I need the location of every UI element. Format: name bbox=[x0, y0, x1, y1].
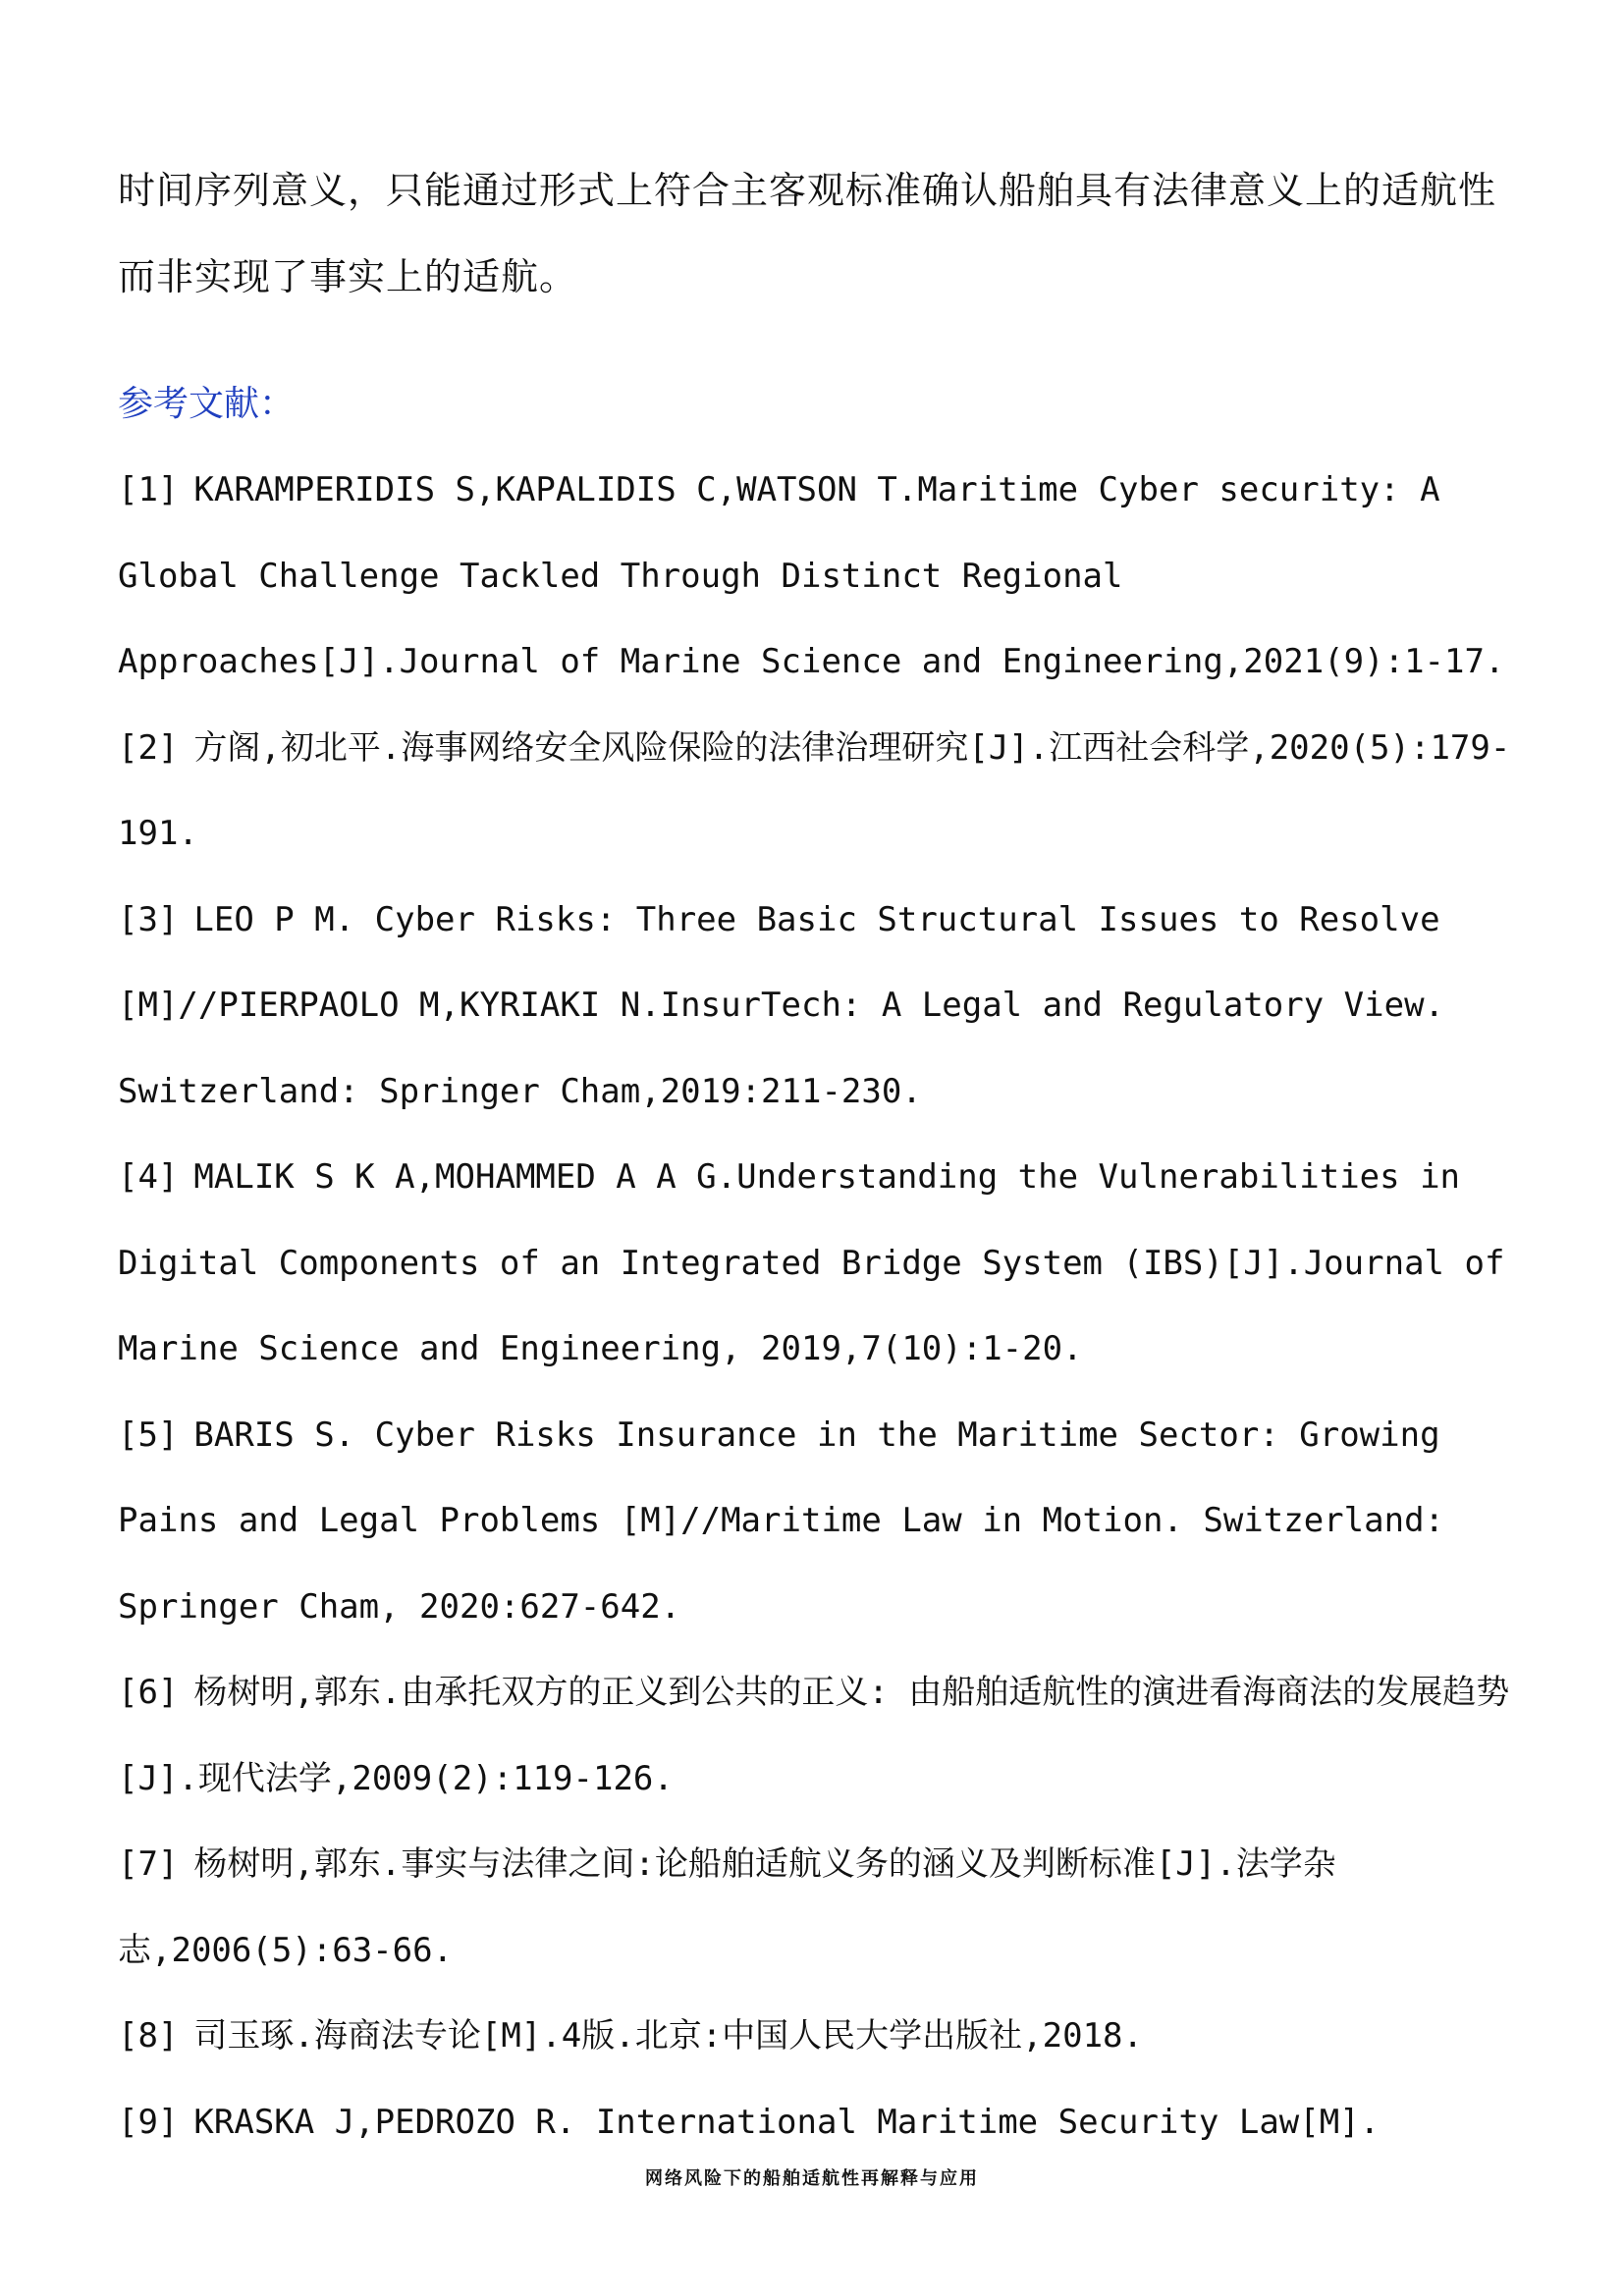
reference-text: 杨树明,郭东.事实与法律之间:论船舶适航义务的涵义及判断标准[J].法学杂志,2006(5):63-66. bbox=[118, 1844, 1336, 1970]
reference-item-3 bbox=[118, 878, 1512, 1136]
reference-text: 司玉琢.海商法专论[M].4版.北京:中国人民大学出版社,2018. bbox=[193, 2016, 1143, 2056]
reference-text: 方阁,初北平.海事网络安全风险保险的法律治理研究[J].江西社会科学,2020(5):179-191. bbox=[118, 727, 1511, 853]
references-title: 参考文献： bbox=[118, 384, 296, 424]
reference-item-4 bbox=[118, 1135, 1512, 1393]
reference-number: [7] bbox=[118, 1844, 179, 1884]
reference-number: [2] bbox=[118, 727, 179, 768]
reference-number: [3] bbox=[118, 899, 179, 939]
reference-text: KRASKA J,PEDROZO R. International Maritime Security Law[M]. bbox=[193, 2102, 1380, 2142]
intro-paragraph: 时间序列意义，只能通过形式上符合主客观标准确认船舶具有法律意义上的适航性而非实现了事实上的适航。 bbox=[118, 169, 1497, 298]
reference-item-6 bbox=[118, 1650, 1512, 1822]
document-page bbox=[118, 147, 1512, 2165]
reference-number: [4] bbox=[118, 1157, 179, 1197]
reference-text: 杨树明,郭东.由承托双方的正义到公共的正义: 由船舶适航性的演进看海商法的发展趋势[J].现代法学,2009(2):119-126. bbox=[118, 1673, 1510, 1798]
reference-number: [1] bbox=[118, 470, 179, 509]
reference-number: [6] bbox=[118, 1673, 179, 1712]
reference-text: MALIK S K A,MOHAMMED A A G.Understanding the Vulnerabilities in Digital Components of an Integrated Bridge System (IBS)[J].Journal of Marine Science and Engineering, 2019,7(10):1-20. bbox=[118, 1157, 1505, 1368]
references-list bbox=[118, 448, 1512, 2165]
reference-number: [5] bbox=[118, 1415, 179, 1455]
reference-text: KARAMPERIDIS S,KAPALIDIS C,WATSON T.Maritime Cyber security: A Global Challenge Tackled Through Distinct Regional Approaches[J].Journal of Marine Science and Engineering,2021(9):1-17. bbox=[118, 470, 1505, 681]
reference-text: LEO P M. Cyber Risks: Three Basic Structural Issues to Resolve [M]//PIERPAOLO M,KYRIAKI N.InsurTech: A Legal and Regulatory View. Switzerland: Springer Cham,2019:211-230. bbox=[118, 899, 1445, 1111]
reference-item-2 bbox=[118, 706, 1512, 878]
reference-number: [9] bbox=[118, 2102, 179, 2142]
reference-text: BARIS S. Cyber Risks Insurance in the Maritime Sector: Growing Pains and Legal Problems [M]//Maritime Law in Motion. Switzerland: Springer Cham, 2020:627-642. bbox=[118, 1415, 1445, 1627]
reference-item-5 bbox=[118, 1393, 1512, 1651]
reference-item-1 bbox=[118, 448, 1512, 706]
reference-item-8 bbox=[118, 1994, 1512, 2080]
reference-item-9 bbox=[118, 2080, 1512, 2166]
page-footer: 网络风险下的船舶适航性再解释与应用 bbox=[645, 2168, 979, 2189]
reference-number: [8] bbox=[118, 2016, 179, 2056]
reference-item-7 bbox=[118, 1822, 1512, 1994]
